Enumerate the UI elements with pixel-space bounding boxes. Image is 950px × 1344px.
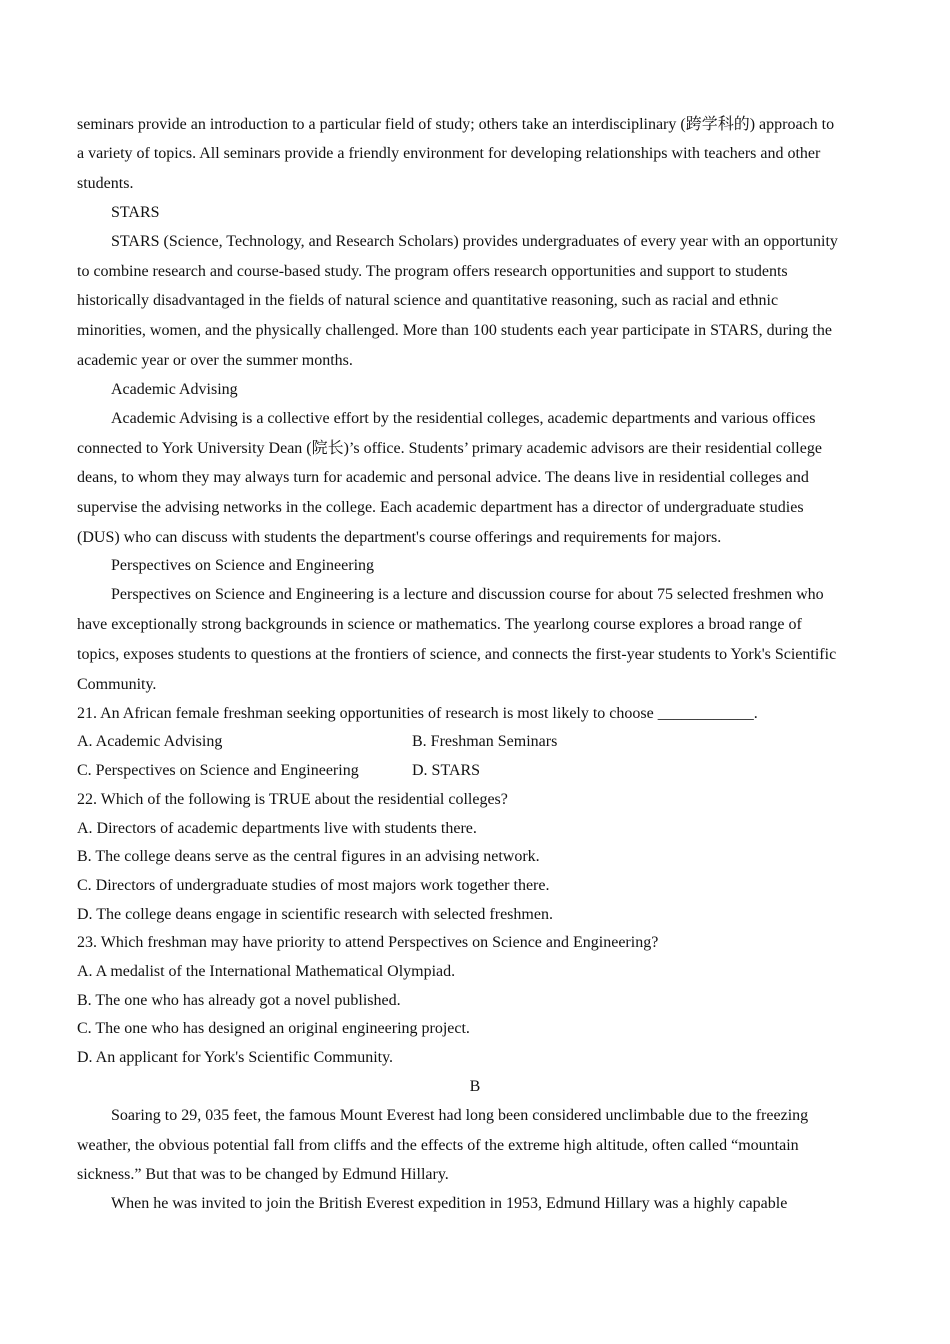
option-c: C. Perspectives on Science and Engineering xyxy=(77,762,359,779)
text-line: topics, exposes students to questions at the frontiers of science, and connects the first-year students to York's Scientific xyxy=(77,646,837,663)
text-line: students. xyxy=(77,175,134,192)
section-heading: Academic Advising xyxy=(111,381,238,398)
section-heading: STARS xyxy=(111,204,160,221)
question-21: 21. An African female freshman seeking opportunities of research is most likely to choose ____________. xyxy=(77,705,758,722)
text-line: have exceptionally strong backgrounds in science or mathematics. The yearlong course explores a broad range of xyxy=(77,616,802,633)
text-line: sickness.” But that was to be changed by Edmund Hillary. xyxy=(77,1166,449,1183)
option-a: A. A medalist of the International Mathematical Olympiad. xyxy=(77,963,456,980)
text-line: (DUS) who can discuss with students the department's course offerings and requirements for majors. xyxy=(77,529,722,546)
question-22: 22. Which of the following is TRUE about the residential colleges? xyxy=(77,791,508,808)
text-line: STARS (Science, Technology, and Research Scholars) provides undergraduates of every year with an opportunity xyxy=(111,233,838,250)
option-d: D. STARS xyxy=(412,762,481,779)
option-b: B. The one who has already got a novel published. xyxy=(77,992,401,1009)
text-line: weather, the obvious potential fall from cliffs and the effects of the extreme high altitude, often called “mountain xyxy=(77,1137,799,1154)
option-d: D. An applicant for York's Scientific Community. xyxy=(77,1049,394,1066)
question-23: 23. Which freshman may have priority to attend Perspectives on Science and Engineering? xyxy=(77,934,659,951)
passage-b-heading: B xyxy=(469,1078,481,1095)
text-line: Academic Advising is a collective effort by the residential colleges, academic departments and various offices xyxy=(111,410,816,427)
text-line: Soaring to 29, 035 feet, the famous Mount Everest had long been considered unclimbable due to the freezing xyxy=(111,1107,809,1124)
option-c: C. The one who has designed an original engineering project. xyxy=(77,1020,470,1037)
text-line: seminars provide an introduction to a particular field of study; others take an interdisciplinary (跨学科的) approach to xyxy=(77,116,835,133)
section-heading: Perspectives on Science and Engineering xyxy=(111,557,375,574)
option-d: D. The college deans engage in scientific research with selected freshmen. xyxy=(77,906,553,923)
text-line: to combine research and course-based study. The program offers research opportunities and support to students xyxy=(77,263,788,280)
option-a: A. Academic Advising xyxy=(77,733,223,750)
text-line: Perspectives on Science and Engineering is a lecture and discussion course for about 75 selected freshmen who xyxy=(111,586,824,603)
text-line: academic year or over the summer months. xyxy=(77,352,353,369)
option-c: C. Directors of undergraduate studies of most majors work together there. xyxy=(77,877,550,894)
text-line: minorities, women, and the physically challenged. More than 100 students each year participate in STARS, during the xyxy=(77,322,832,339)
option-a: A. Directors of academic departments live with students there. xyxy=(77,820,477,837)
text-line: connected to York University Dean (院长)’s office. Students’ primary academic advisors are their residential college xyxy=(77,440,822,457)
text-line: historically disadvantaged in the fields of natural science and quantitative reasoning, such as racial and ethnic xyxy=(77,292,779,309)
text-line: supervise the advising networks in the college. Each academic department has a director of undergraduate studies xyxy=(77,499,804,516)
text-line: Community. xyxy=(77,676,157,693)
option-b: B. Freshman Seminars xyxy=(412,733,558,750)
option-b: B. The college deans serve as the central figures in an advising network. xyxy=(77,848,540,865)
text-line: a variety of topics. All seminars provide a friendly environment for developing relationships with teachers and other xyxy=(77,145,821,162)
text-line: deans, to whom they may always turn for academic and personal advice. The deans live in residential colleges and xyxy=(77,469,809,486)
text-line: When he was invited to join the British Everest expedition in 1953, Edmund Hillary was a highly capable xyxy=(111,1195,788,1212)
